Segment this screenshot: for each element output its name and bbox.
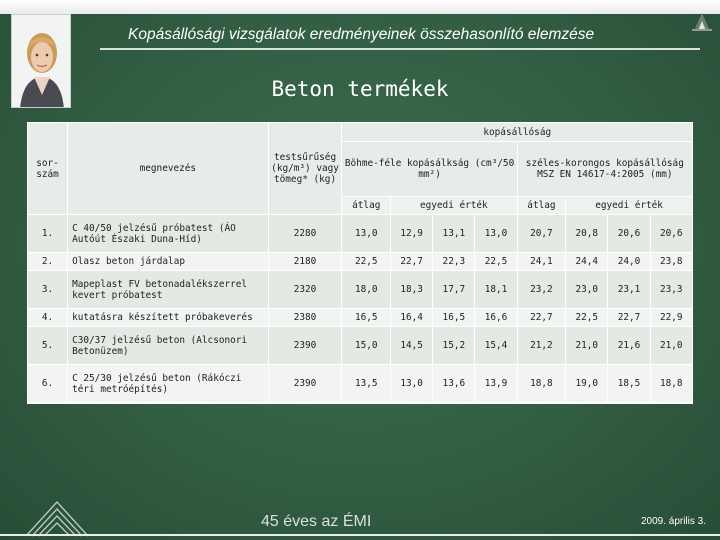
- footer-date: 2009. április 3.: [640, 516, 706, 527]
- results-table-panel: [27, 122, 693, 404]
- table-row: [28, 309, 693, 327]
- cell-no: 2.: [28, 253, 68, 271]
- cell-no: 5.: [28, 327, 68, 365]
- cell-s-avg: 23,2: [517, 271, 566, 309]
- header-atlag-szeles: átlag: [517, 197, 566, 215]
- cell-s-avg: 20,7: [517, 215, 566, 253]
- cell-s2: 18,5: [608, 365, 650, 403]
- table-row: [28, 365, 693, 403]
- cell-b3: 22,5: [475, 253, 517, 271]
- cell-b3: 18,1: [475, 271, 517, 309]
- cell-b2: 13,6: [433, 365, 475, 403]
- page-title: Kopásállósági vizsgálatok eredményeinek összehasonlító elemzése: [128, 26, 595, 43]
- cell-b-avg: 18,0: [342, 271, 391, 309]
- cell-density: 2320: [268, 271, 342, 309]
- bottom-rule: [0, 534, 720, 536]
- cell-name: C 40/50 jelzésű próbatest (ÁO Autóút Északi Duna-Híd): [68, 215, 269, 253]
- cell-name: Mapeplast FV betonadalékszerrel kevert próbatest: [68, 271, 269, 309]
- cell-no: 3.: [28, 271, 68, 309]
- cell-name: Olasz beton járdalap: [68, 253, 269, 271]
- cell-s-avg: 22,7: [517, 309, 566, 327]
- results-table: [27, 122, 693, 403]
- cell-s1: 19,0: [566, 365, 608, 403]
- cell-s3: 23,3: [650, 271, 692, 309]
- header-atlag-bohme: átlag: [342, 197, 391, 215]
- cell-no: 1.: [28, 215, 68, 253]
- cell-b-avg: 13,0: [342, 215, 391, 253]
- table-row: [28, 327, 693, 365]
- cell-b1: 16,4: [391, 309, 433, 327]
- footer-anniversary: 45 éves az ÉMI: [261, 513, 372, 530]
- header-testsuruseg: testsűrűség (kg/m³) vagy tömeg* (kg): [268, 123, 342, 215]
- cell-b3: 16,6: [475, 309, 517, 327]
- section-subtitle: Beton termékek: [271, 77, 449, 101]
- cell-density: 2380: [268, 309, 342, 327]
- cell-b-avg: 16,5: [342, 309, 391, 327]
- cell-s3: 20,6: [650, 215, 692, 253]
- header-bohme: Böhme-féle kopásálkság (cm³/50 mm²): [342, 142, 517, 197]
- cell-s-avg: 18,8: [517, 365, 566, 403]
- cell-b3: 13,9: [475, 365, 517, 403]
- cell-density: 2390: [268, 365, 342, 403]
- cell-b2: 22,3: [433, 253, 475, 271]
- cell-s3: 21,0: [650, 327, 692, 365]
- cell-no: 4.: [28, 309, 68, 327]
- cell-b1: 18,3: [391, 271, 433, 309]
- cell-s3: 23,8: [650, 253, 692, 271]
- cell-s-avg: 21,2: [517, 327, 566, 365]
- header-egyedi-bohme: egyedi érték: [391, 197, 518, 215]
- company-logo-icon: [690, 5, 714, 33]
- table-row: [28, 253, 693, 271]
- table-row: [28, 215, 693, 253]
- cell-b2: 13,1: [433, 215, 475, 253]
- cell-s2: 21,6: [608, 327, 650, 365]
- cell-s1: 20,8: [566, 215, 608, 253]
- cell-b1: 14,5: [391, 327, 433, 365]
- cell-s3: 22,9: [650, 309, 692, 327]
- cell-s1: 24,4: [566, 253, 608, 271]
- cell-s1: 23,0: [566, 271, 608, 309]
- cell-name: C30/37 jelzésű beton (Alcsonori Betonüzem): [68, 327, 269, 365]
- cell-s2: 20,6: [608, 215, 650, 253]
- header-sorszam: sor- szám: [28, 123, 68, 215]
- cell-b2: 17,7: [433, 271, 475, 309]
- cell-b-avg: 13,5: [342, 365, 391, 403]
- cell-b-avg: 15,0: [342, 327, 391, 365]
- cell-s-avg: 24,1: [517, 253, 566, 271]
- cell-s3: 18,8: [650, 365, 692, 403]
- cell-s2: 24,0: [608, 253, 650, 271]
- header-megnevezes: megnevezés: [68, 123, 269, 215]
- cell-b-avg: 22,5: [342, 253, 391, 271]
- cell-s2: 22,7: [608, 309, 650, 327]
- cell-b2: 16,5: [433, 309, 475, 327]
- cell-b1: 12,9: [391, 215, 433, 253]
- header-szeles: széles-korongos kopásállóság MSZ EN 14617-4:2005 (mm): [517, 142, 692, 197]
- emi-logo-icon: [22, 496, 92, 538]
- cell-b1: 22,7: [391, 253, 433, 271]
- cell-name: kutatásra készített próbakeverés: [68, 309, 269, 327]
- cell-b3: 15,4: [475, 327, 517, 365]
- cell-s2: 23,1: [608, 271, 650, 309]
- cell-density: 2390: [268, 327, 342, 365]
- cell-density: 2180: [268, 253, 342, 271]
- cell-no: 6.: [28, 365, 68, 403]
- cell-b3: 13,0: [475, 215, 517, 253]
- cell-b2: 15,2: [433, 327, 475, 365]
- top-bar: [0, 0, 720, 14]
- header-kopasallosag: kopásállóság: [342, 123, 693, 142]
- cell-s1: 22,5: [566, 309, 608, 327]
- cell-name: C 25/30 jelzésű beton (Rákóczi téri metróépítés): [68, 365, 269, 403]
- cell-density: 2280: [268, 215, 342, 253]
- table-row: [28, 271, 693, 309]
- header-egyedi-szeles: egyedi érték: [566, 197, 693, 215]
- title-underline: [100, 48, 700, 50]
- cell-b1: 13,0: [391, 365, 433, 403]
- cell-s1: 21,0: [566, 327, 608, 365]
